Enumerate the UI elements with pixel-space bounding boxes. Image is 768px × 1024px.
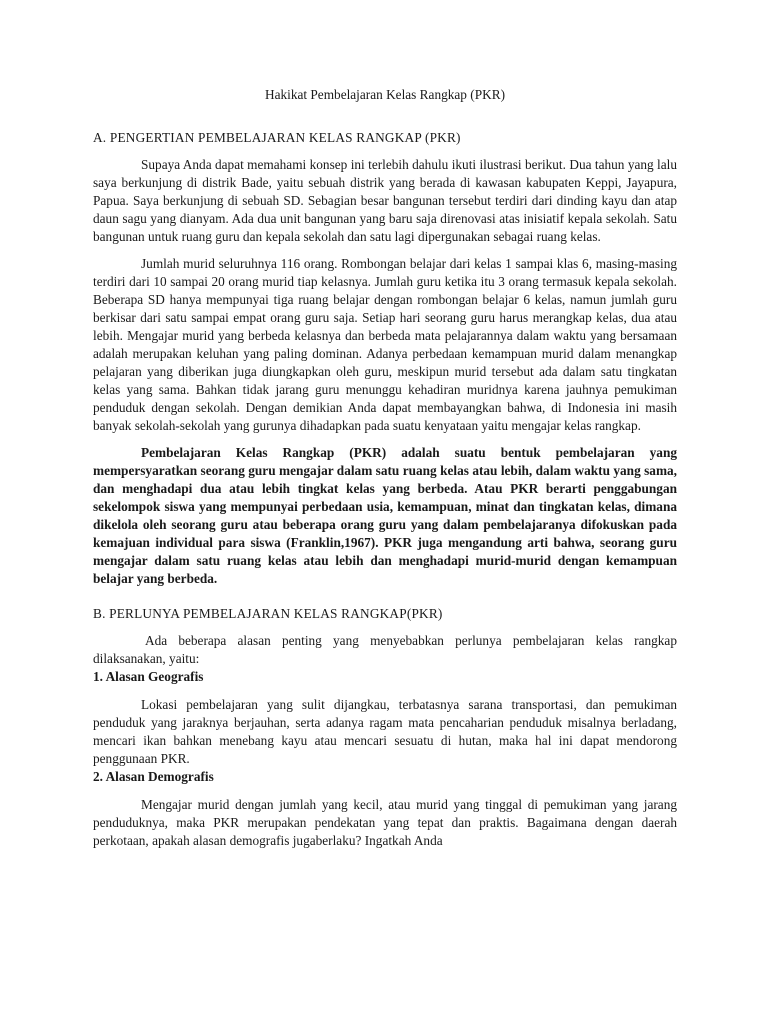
section-a-paragraph-2: Jumlah murid seluruhnya 116 orang. Rombongan belajar dari kelas 1 sampai klas 6, masing-masing terdiri dari 10 sampai 20 orang murid tiap kelasnya. Jumlah guru ketika itu 3 orang termasuk kepala sekolah. Beberapa SD hanya mempunyai tiga ruang belajar dengan rombongan belajar 6 kelas, namun jumlah guru berkisar dari satu sampai empat orang guru saja. Setiap hari seorang guru harus merangkap kelas, dua atau lebih. Mengajar murid yang berbeda kelasnya dan berbeda mata pelajarannya dalam waktu yang bersamaan adalah merupakan keluhan yang paling dominan. Adanya perbedaan kemampuan murid dalam menangkap pelajaran yang diberikan juga diungkapkan oleh guru, meskipun murid tersebut ada dalam satu tingkatan kelas yang sama. Bahkan tidak jarang guru menunggu kehadiran muridnya karena jauhnya pemukiman penduduk dengan sekolah. Dengan demikian Anda dapat membayangkan bahwa, di Indonesia ini masih banyak sekolah-sekolah yang gurunya dihadapkan pada suatu kenyataan yaitu mengajar kelas rangkap. (93, 256, 677, 433)
reason-2-heading: 2. Alasan Demografis (93, 769, 214, 784)
section-a-definition-paragraph: Pembelajaran Kelas Rangkap (PKR) adalah suatu bentuk pembelajaran yang mempersyaratkan seorang guru mengajar dalam satu ruang kelas atau lebih, dalam waktu yang sama, dan menghadapi dua atau lebih tingkat kelas yang berbeda. Atau PKR berarti penggabungan sekelompok siswa yang mempunyai perbedaan usia, kemampuan, minat dan tingkatan kelas, dimana dikelola oleh seorang guru atau beberapa orang guru yang dalam pembelajaranya difokuskan pada kemajuan individual para siswa (Franklin,1967). PKR juga mengandung arti bahwa, seorang guru mengajar dalam satu ruang kelas atau lebih dan menghadapi murid-murid dengan kemampuan belajar yang berbeda. (93, 445, 677, 586)
section-a-paragraph-1: Supaya Anda dapat memahami konsep ini terlebih dahulu ikuti ilustrasi berikut. Dua tahun yang lalu saya berkunjung di distrik Bade, yaitu sebuah distrik yang berada di kawasan kabupaten Keppi, Jayapura, Papua. Saya berkunjung di sebuah SD. Sebagian besar bangunan tersebut terdiri dari dinding kayu dan atap daun sagu yang dianyam. Ada dua unit bangunan yang baru saja direnovasi atas inisiatif kepala sekolah. Satu bangunan untuk ruang guru dan kepala sekolah dan satu lagi dipergunakan sebagai ruang kelas. (93, 157, 677, 244)
document-page (93, 86, 677, 850)
reason-1-text: Lokasi pembelajaran yang sulit dijangkau, terbatasnya sarana transportasi, dan pemukiman penduduk yang jaraknya berjauhan, serta adanya ragam mata pencaharian penduduk misalnya berladang, mencari ikan bahkan menebang kayu atau mencari sesuatu di hutan, maka hal ini dapat mendorong penggunaan PKR. (93, 697, 677, 766)
reason-2-text: Mengajar murid dengan jumlah yang kecil, atau murid yang tinggal di pemukiman yang jarang penduduknya, maka PKR merupakan pendekatan yang tepat dan praktis. Bagaimana dengan daerah perkotaan, apakah alasan demografis jugaberlaku? Ingatkah Anda (93, 797, 677, 848)
section-a-heading: A. PENGERTIAN PEMBELAJARAN KELAS RANGKAP (PKR) (93, 130, 461, 145)
section-b-heading: B. PERLUNYA PEMBELAJARAN KELAS RANGKAP(PKR) (93, 606, 443, 621)
section-b-intro: Ada beberapa alasan penting yang menyebabkan perlunya pembelajaran kelas rangkap dilaksanakan, yaitu: (93, 633, 677, 666)
reason-1-heading: 1. Alasan Geografis (93, 669, 204, 684)
document-title: Hakikat Pembelajaran Kelas Rangkap (PKR) (264, 87, 505, 102)
